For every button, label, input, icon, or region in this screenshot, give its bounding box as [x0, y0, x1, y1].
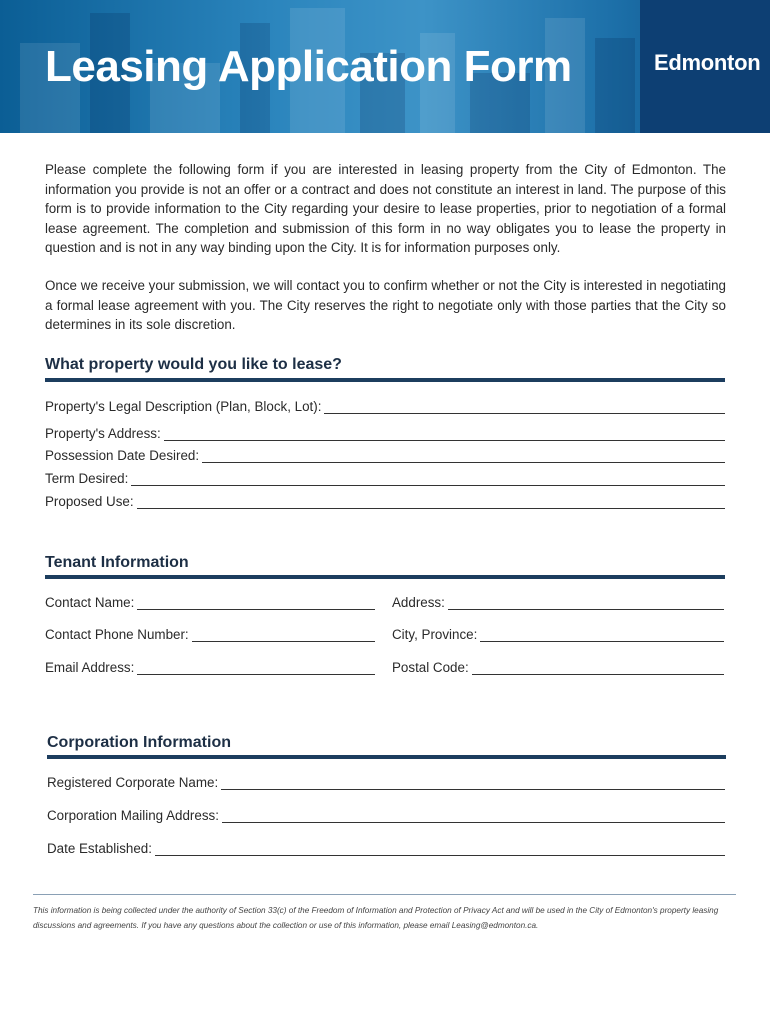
logo-text: Edmonton: [654, 50, 761, 75]
city-province-label: City, Province:: [392, 627, 478, 642]
edmonton-logo: [640, 0, 770, 133]
tenant-section-heading: Tenant Information: [45, 554, 189, 571]
mailing-address-label: Corporation Mailing Address:: [47, 808, 219, 823]
property-address-input[interactable]: [164, 427, 725, 441]
legal-description-field[interactable]: [45, 396, 725, 414]
city-province-field[interactable]: [392, 624, 724, 642]
city-province-input[interactable]: [480, 628, 724, 642]
property-section-heading: What property would you like to lease?: [45, 356, 342, 373]
date-established-field[interactable]: [47, 838, 725, 856]
contact-phone-field[interactable]: [45, 624, 375, 642]
footer-divider: [33, 894, 736, 895]
legal-description-label: Property's Legal Description (Plan, Block, Lot):: [45, 399, 322, 414]
legal-description-input[interactable]: [324, 400, 725, 414]
property-section-rule: [45, 378, 725, 382]
registered-name-label: Registered Corporate Name:: [47, 775, 219, 790]
email-label: Email Address:: [45, 660, 135, 675]
possession-date-input[interactable]: [202, 449, 725, 463]
tenant-address-field[interactable]: [392, 592, 724, 610]
header-banner: [0, 0, 770, 133]
proposed-use-field[interactable]: [45, 491, 725, 509]
postal-code-label: Postal Code:: [392, 660, 469, 675]
date-established-label: Date Established:: [47, 841, 152, 856]
term-input[interactable]: [131, 472, 725, 486]
corporation-section-rule: [47, 755, 726, 759]
email-field[interactable]: [45, 657, 375, 675]
possession-date-label: Possession Date Desired:: [45, 448, 200, 463]
possession-date-field[interactable]: [45, 445, 725, 463]
postal-code-input[interactable]: [472, 661, 724, 675]
contact-phone-input[interactable]: [192, 628, 375, 642]
term-label: Term Desired:: [45, 471, 129, 486]
intro-paragraph-2: Once we receive your submission, we will contact you to confirm whether or not the City is interested in negotiating a formal lease agreement with you. The City reserves the right to negotiate only with those parties that the City so determines in its sole discretion.: [45, 278, 726, 332]
registered-name-input[interactable]: [221, 776, 725, 790]
tenant-address-input[interactable]: [448, 596, 724, 610]
property-address-label: Property's Address:: [45, 426, 161, 441]
intro-paragraph-1: Please complete the following form if you are interested in leasing property from the City of Edmonton. The information you provide is not an offer or a contract and does not constitute an interest in land. The purpose of this form is to provide information to the City regarding your desire to lease properties, prior to negotiation of a formal lease agreement. The completion and submission of this form in no way obligates you to lease the property in question and is not in any way binding upon the City. It is for information purposes only.: [45, 162, 726, 255]
date-established-input[interactable]: [155, 842, 725, 856]
mailing-address-input[interactable]: [222, 809, 725, 823]
mailing-address-field[interactable]: [47, 805, 725, 823]
property-address-field[interactable]: [45, 423, 725, 441]
contact-name-field[interactable]: [45, 592, 375, 610]
page-title: Leasing Application Form: [45, 42, 572, 91]
postal-code-field[interactable]: [392, 657, 724, 675]
contact-name-label: Contact Name:: [45, 595, 135, 610]
contact-name-input[interactable]: [137, 596, 375, 610]
email-input[interactable]: [137, 661, 375, 675]
tenant-section-rule: [45, 575, 725, 579]
registered-name-field[interactable]: [47, 772, 725, 790]
term-field[interactable]: [45, 468, 725, 486]
proposed-use-input[interactable]: [137, 495, 725, 509]
corporation-section-heading: Corporation Information: [47, 734, 231, 751]
proposed-use-label: Proposed Use:: [45, 494, 134, 509]
tenant-address-label: Address:: [392, 595, 445, 610]
privacy-notice: This information is being collected under the authority of Section 33(c) of the Freedom of Information and Protection of Privacy Act and will be used in the City of Edmonton's property leasing discussions and agreements. If you have any questions about the collection or use of this information, please email Leasing@edmonton.ca.: [33, 906, 719, 930]
contact-phone-label: Contact Phone Number:: [45, 627, 189, 642]
